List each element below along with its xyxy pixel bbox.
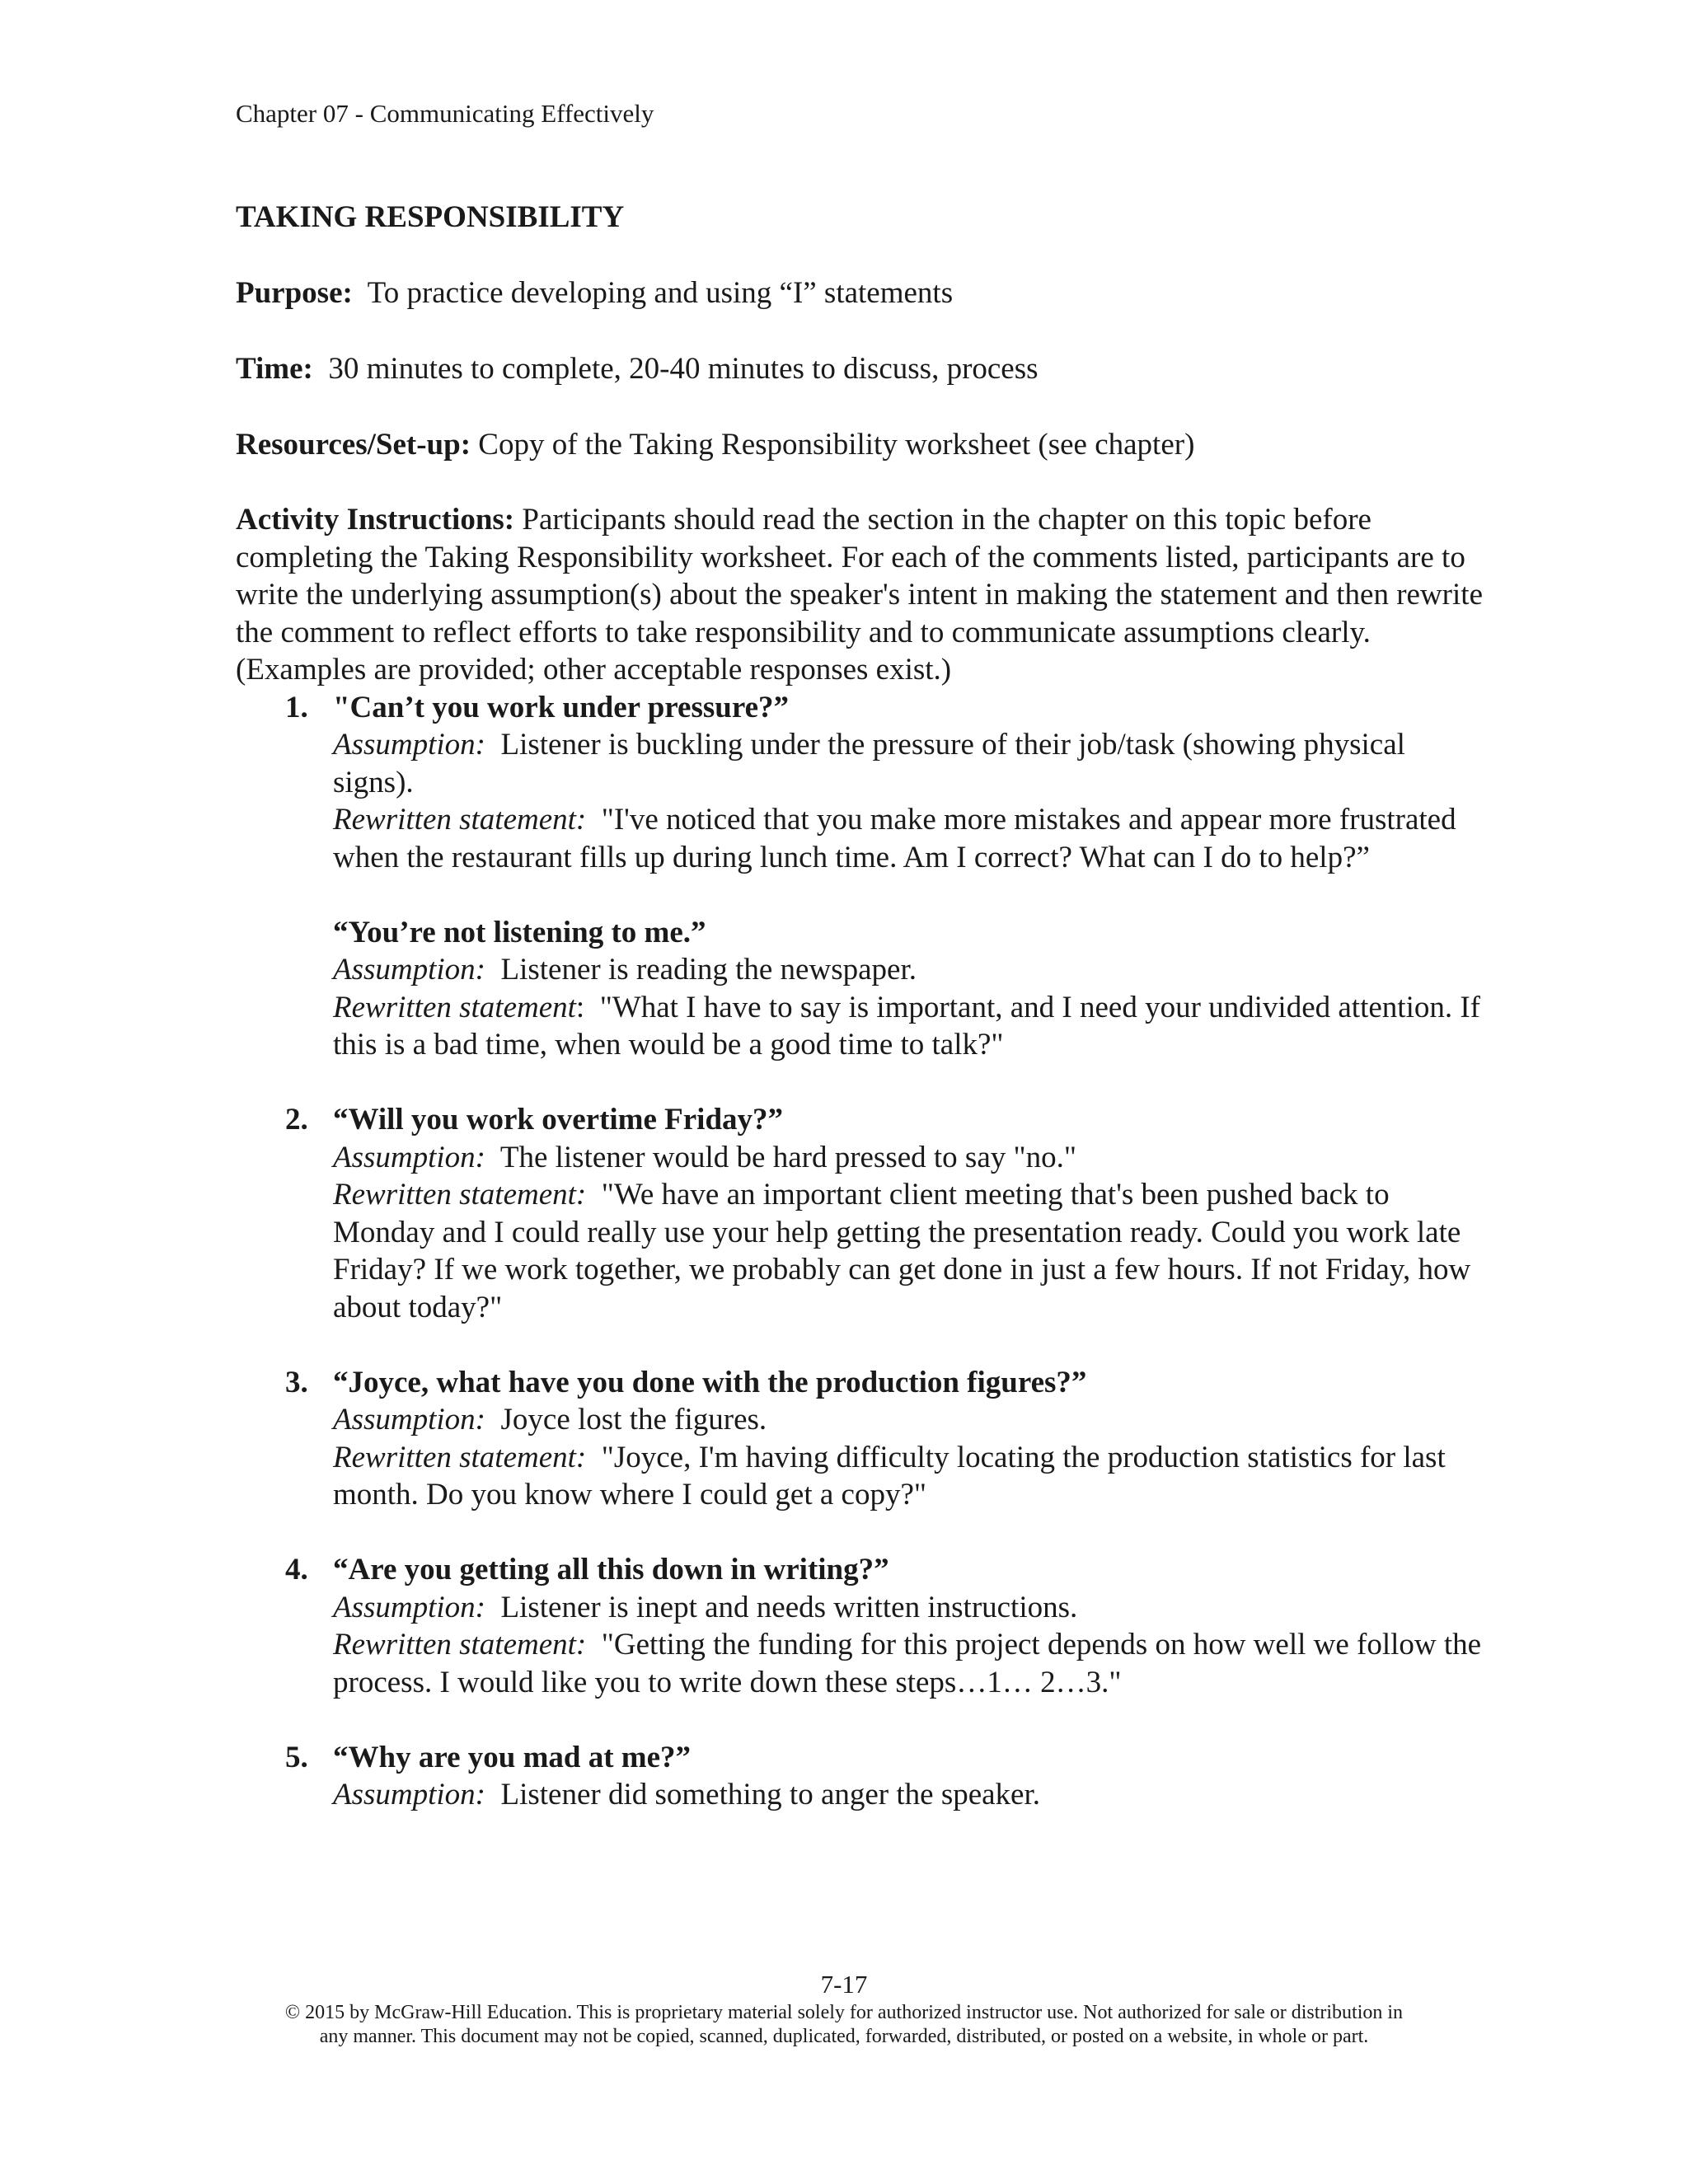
assumption-line bbox=[333, 951, 1489, 989]
item-number: 2. bbox=[285, 1103, 308, 1137]
list-item bbox=[236, 1551, 1489, 1701]
rewrite-line bbox=[333, 989, 1489, 1064]
assumption-label: Assumption: bbox=[333, 1590, 485, 1624]
assumption-text: Listener did something to anger the speaker. bbox=[500, 1778, 1041, 1811]
assumption-line bbox=[333, 1139, 1489, 1177]
assumption-text: Listener is reading the newspaper. bbox=[500, 953, 917, 987]
item-quote: “Why are you mad at me?” bbox=[333, 1740, 692, 1774]
purpose-text: To practice developing and using “I” statements bbox=[367, 276, 954, 310]
time-field bbox=[236, 349, 1489, 389]
assumption-line bbox=[333, 1776, 1489, 1814]
rewrite-line bbox=[333, 1626, 1489, 1701]
instructions-text: Participants should read the section in the chapter on this topic before completing the Taking Responsibility worksheet. For each of the comments listed, participants are to write the underlying assumption(s) about the speaker's intent in making the statement and then rewrite the comment to reflect efforts to take responsibility and to communicate assumptions clearly. (Examples are provided; other acceptable responses exist.) bbox=[236, 503, 1483, 687]
item-number: 1. bbox=[285, 690, 308, 724]
assumption-label: Assumption: bbox=[333, 1403, 485, 1436]
assumption-text: Joyce lost the figures. bbox=[500, 1403, 767, 1436]
rewrite-line bbox=[333, 1439, 1489, 1514]
assumption-label: Assumption: bbox=[333, 728, 485, 762]
list-item bbox=[236, 1364, 1489, 1514]
rewrite-text: "I've noticed that you make more mistakes and appear more frustrated when the restaurant fills up during lunch time. Am I correct? What can I do to help?” bbox=[333, 803, 1456, 874]
purpose-field bbox=[236, 274, 1489, 313]
rewrite-text: "Getting the funding for this project depends on how well we follow the process. I would like you to write down these steps…1… 2…3." bbox=[333, 1628, 1482, 1699]
rewrite-text: "Joyce, I'm having difficulty locating the production statistics for last month. Do you know where I could get a copy?" bbox=[333, 1440, 1446, 1511]
resources-field bbox=[236, 425, 1489, 465]
item-quote: “Will you work overtime Friday?” bbox=[333, 1103, 784, 1137]
rewrite-label-colon: : bbox=[575, 990, 585, 1024]
item-number: 3. bbox=[285, 1365, 308, 1399]
rewrite-text: "What I have to say is important, and I need your undivided attention. If this is a bad time, when would be a good time to talk?" bbox=[333, 990, 1480, 1062]
rewrite-label: Rewritten statement bbox=[333, 990, 576, 1024]
assumption-line bbox=[333, 1589, 1489, 1627]
assumption-text: Listener is inept and needs written instructions. bbox=[500, 1590, 1078, 1624]
assumption-label: Assumption: bbox=[333, 953, 485, 987]
item-quote: “Are you getting all this down in writing?” bbox=[333, 1553, 889, 1586]
item-quote: “Joyce, what have you done with the production figures?” bbox=[333, 1365, 1087, 1399]
resources-label: Resources/Set-up: bbox=[236, 428, 471, 462]
rewrite-label: Rewritten statement: bbox=[333, 1440, 587, 1474]
main-content bbox=[236, 198, 1489, 1814]
page-title: TAKING RESPONSIBILITY bbox=[236, 200, 625, 234]
rewrite-label: Rewritten statement: bbox=[333, 1628, 587, 1661]
page-number: 7-17 bbox=[820, 1970, 868, 1999]
assumption-text: Listener is buckling under the pressure of their job/task (showing physical signs). bbox=[333, 728, 1405, 799]
rewrite-line bbox=[333, 1176, 1489, 1326]
rewrite-label: Rewritten statement: bbox=[333, 803, 587, 837]
time-label: Time: bbox=[236, 352, 313, 386]
assumption-line bbox=[333, 1401, 1489, 1439]
item-quote: "Can’t you work under pressure?” bbox=[333, 690, 789, 724]
item-number: 5. bbox=[285, 1740, 308, 1774]
assumption-label: Assumption: bbox=[333, 1140, 485, 1174]
statement-list bbox=[236, 689, 1489, 1814]
copyright-line-2: any manner. This document may not be copied, scanned, duplicated, forwarded, distributed, or posted on a website, in whole or part. bbox=[319, 2026, 1369, 2047]
item-quote: “You’re not listening to me.” bbox=[333, 915, 706, 949]
page-footer bbox=[0, 1968, 1688, 2049]
assumption-label: Assumption: bbox=[333, 1778, 485, 1811]
instructions-label: Activity Instructions: bbox=[236, 503, 515, 537]
time-text: 30 minutes to complete, 20-40 minutes to discuss, process bbox=[328, 352, 1039, 386]
rewrite-label: Rewritten statement: bbox=[333, 1178, 587, 1212]
instructions-paragraph bbox=[236, 501, 1489, 689]
rewrite-text: "We have an important client meeting that's been pushed back to Monday and I could really use your help getting the presentation ready. Could you work late Friday? If we work together, we probably can get done in just a few hours. If not Friday, how about today?" bbox=[333, 1178, 1471, 1324]
assumption-text: The listener would be hard pressed to say "no." bbox=[499, 1140, 1076, 1174]
list-item bbox=[236, 914, 1489, 1064]
purpose-label: Purpose: bbox=[236, 276, 353, 310]
resources-text: Copy of the Taking Responsibility worksheet (see chapter) bbox=[478, 428, 1195, 462]
chapter-header: Chapter 07 - Communicating Effectively bbox=[236, 99, 654, 128]
list-item bbox=[236, 1101, 1489, 1326]
rewrite-line bbox=[333, 801, 1489, 876]
list-item bbox=[236, 689, 1489, 877]
assumption-line bbox=[333, 726, 1489, 801]
item-number: 4. bbox=[285, 1553, 308, 1586]
copyright-line-1: © 2015 by McGraw-Hill Education. This is proprietary material solely for authorized instructor use. Not authorized for sale or distribution in bbox=[284, 2002, 1404, 2023]
list-item bbox=[236, 1739, 1489, 1814]
